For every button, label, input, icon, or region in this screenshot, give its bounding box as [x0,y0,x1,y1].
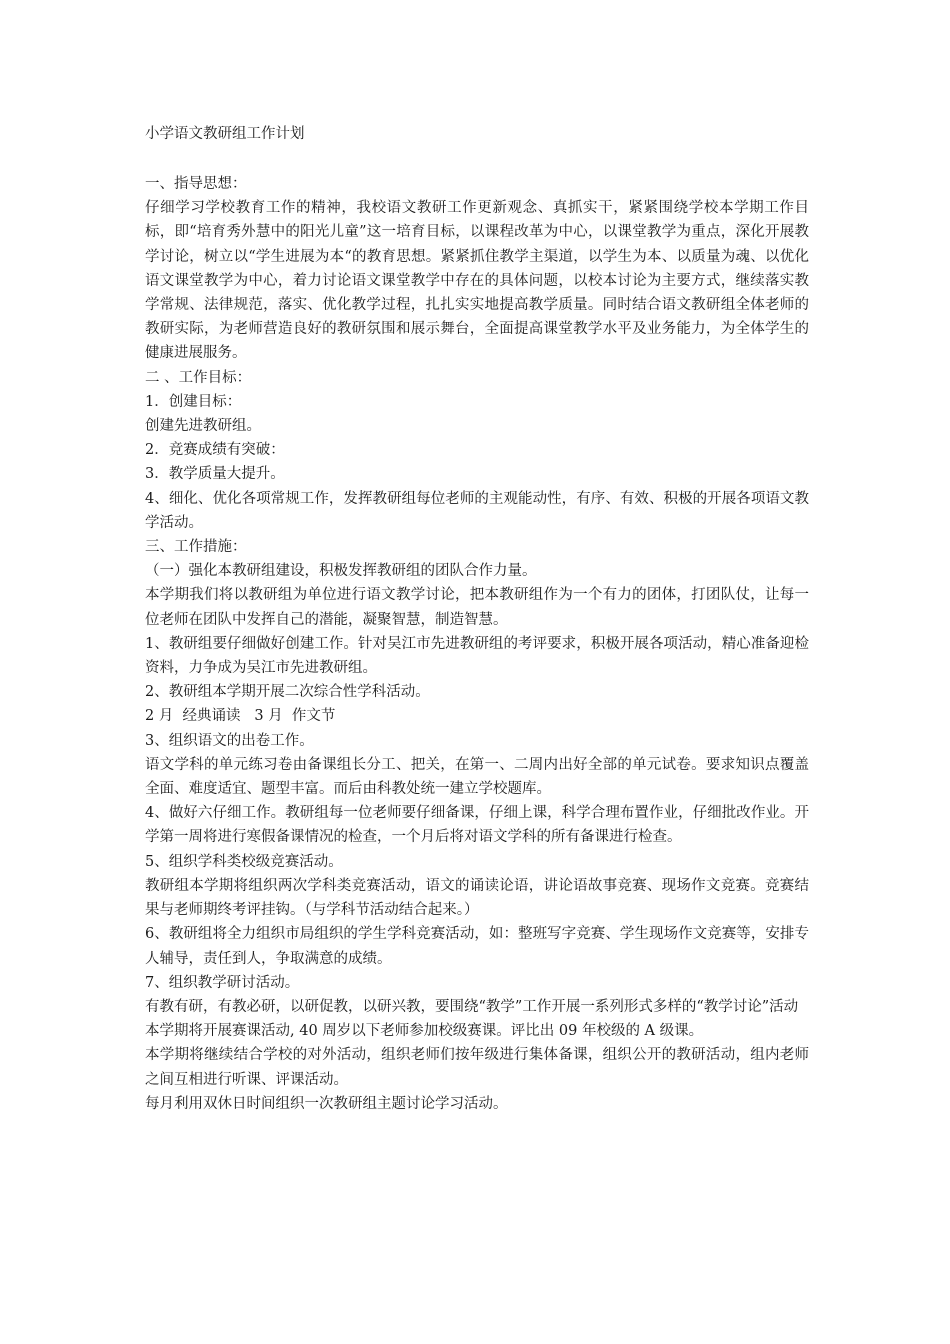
measure-item-3-detail: 语文学科的单元练习卷由备课组长分工、把关，在第一、二周内出好全部的单元试卷。要求知识点覆盖全面、难度适宜、题型丰富。而后由科教处统一建立学校题库。 [145,756,809,798]
document-title: 小学语文教研组工作计划 [145,126,305,142]
measure-item-7-collective: 本学期将继续结合学校的对外活动，组织老师们按年级进行集体备课，组织公开的教研活动，组内老师之间互相进行听课、评课活动。 [145,1047,809,1088]
measure-item-1: 1、教研组要仔细做好创建工作。针对吴江市先进教研组的考评要求，积极开展各项活动，精心准备迎检资料，力争成为吴江市先进教研组。 [145,635,809,677]
measure-item-5: 5、组织学科类校级竞赛活动。 [145,853,343,870]
subheading-team-building: （一）强化本教研组建设，积极发挥教研组的团队合作力量。 [145,563,537,580]
measure-item-5-detail: 教研组本学期将组织两次学科类竞赛活动，语文的诵读论语，讲论语故事竞赛、现场作文竞赛。竞赛结果与老师期终考评挂钩。（与学科节活动结合起来。） [145,877,809,919]
goal-item-4: 4、细化、优化各项常规工作，发挥教研组每位老师的主观能动性，有序、有效、积极的开展各项语文教学活动。 [145,490,809,531]
measure-item-7-contest: 本学期将开展赛课活动, 40 周岁以下老师参加校级赛课。评比出 09 年校级的 A 级课。 [145,1023,704,1040]
goal-item-1-detail: 创建先进教研组。 [145,418,261,435]
measure-item-7-detail: 有教有研，有教必研，以研促教，以研兴教，要围绕“教学”工作开展一系列形式多样的“教学讨论”活动 [145,998,799,1015]
paragraph-team-building: 本学期我们将以教研组为单位进行语文教学讨论，把本教研组作为一个有力的团体，打团队仗，让每一位老师在团队中发挥自己的潜能，凝聚智慧，制造智慧。 [145,587,809,628]
goal-item-3: 3．教学质量大提升。 [145,466,285,483]
measure-item-2-detail: 2 月 经典诵读 3 月 作文节 [145,708,336,725]
goal-item-1: 1．创建目标： [145,393,242,410]
measure-item-2: 2、教研组本学期开展二次综合性学科活动。 [145,684,430,701]
measure-item-4: 4、做好六仔细工作。教研组每一位老师要仔细备课，仔细上课，科学合理布置作业，仔细批改作业。开学第一周将进行寒假备课情况的检查，一个月后将对语文学科的所有备课进行检查。 [145,805,809,846]
measure-item-7-monthly: 每月利用双休日时间组织一次教研组主题讨论学习活动。 [145,1095,508,1112]
measure-item-3: 3、组织语文的出卷工作。 [145,732,314,749]
document-page [145,122,809,1116]
heading-work-measures: 三、工作措施： [145,539,247,556]
goal-item-2: 2．竞赛成绩有突破： [145,442,285,459]
heading-work-goals: 二 、工作目标： [145,369,252,386]
document-body [145,172,809,1116]
paragraph-guiding-thought: 仔细学习学校教育工作的精神，我校语文教研工作更新观念、真抓实干，紧紧围绕学校本学期工作目标，即“培育秀外慧中的阳光儿童”这一培育目标，以课程改革为中心，以课堂教学为重点，深化开展教学讨论，树立以“学生进展为本“的教育思想。紧紧抓住教学主渠道，以学生为本、以质量为魂、以优化语文课堂教学为中心，着力讨论语文课堂教学中存在的具体问题，以校本讨论为主要方式，继续落实教学常规、法律规范，落实、优化教学过程，扎扎实实地提高教学质量。同时结合语文教研组全体老师的教研实际，为老师营造良好的教研氛围和展示舞台，全面提高课堂教学水平及业务能力，为全体学生的健康进展服务。 [145,200,809,362]
heading-guiding-thought: 一、指导思想： [145,176,247,192]
measure-item-6: 6、教研组将全力组织市局组织的学生学科竞赛活动，如：整班写字竞赛、学生现场作文竞赛等，安排专人辅导，责任到人，争取满意的成绩。 [145,926,809,967]
measure-item-7: 7、组织教学研讨活动。 [145,974,300,991]
